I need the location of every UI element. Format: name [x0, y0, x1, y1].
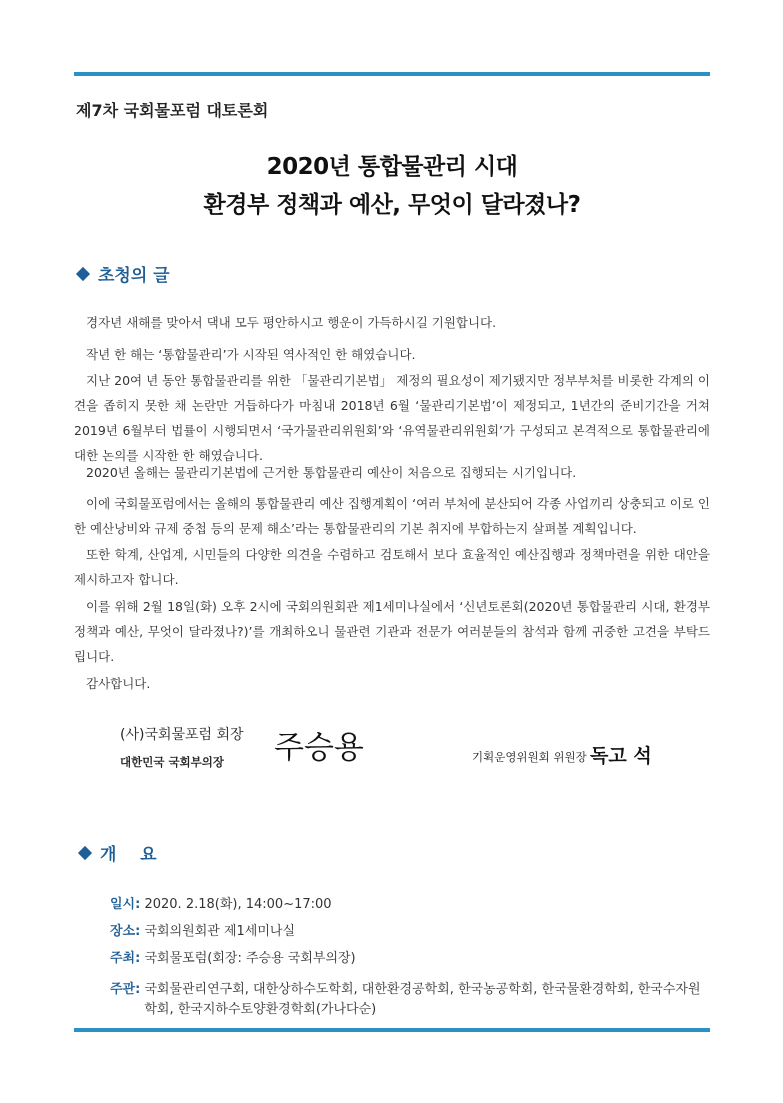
overview-date-row — [110, 895, 710, 915]
date-value: 2020. 2.18(화), 14:00~17:00 — [144, 897, 332, 912]
overview-heading-text: 개 요 — [100, 845, 157, 865]
signer-title: 대한민국 국회부의장 — [120, 755, 224, 769]
paragraph-text: 경자년 새해를 맞아서 댁내 모두 평안하시고 행운이 가득하시길 기원합니다. — [86, 315, 497, 330]
invitation-paragraph — [74, 342, 710, 367]
signer-organization: (사)국회물포럼 회장 — [120, 727, 244, 743]
organizer-value: 국회물관리연구회, 대한상하수도학회, 대한환경공학회, 한국농공학회, 한국물환경학회, 한국수자원학회, 한국지하수토양환경학회(가나다순) — [144, 982, 701, 1017]
diamond-bullet-icon — [78, 845, 92, 859]
invitation-paragraph — [74, 460, 710, 485]
invitation-paragraph — [74, 671, 710, 696]
paragraph-text: 지난 20여 년 동안 통합물관리를 위한 「물관리기본법」 제정의 필요성이 제기됐지만 정부부처를 비롯한 각계의 이견을 좁히지 못한 채 논란만 거듭하다가 마침내 2018년 6월 ‘물관리기본법’이 제정되고, 1년간의 준비기간을 거쳐 2019년 6월부터 법률이 시행되면서 ‘국가물관리위원회’와 ‘유역물관리위원회’가 구성되고 본격적으로 통합물관리에 대한 논의를 시작한 한 해였습니다. — [74, 373, 710, 463]
page-title-line1: 2020년 통합물관리 시대 — [266, 154, 518, 180]
host-label: 주최: — [110, 951, 141, 966]
invitation-paragraph — [74, 491, 710, 541]
signer-name-right: 독고 석 — [590, 745, 652, 767]
invitation-paragraph — [74, 542, 710, 592]
paragraph-text: 또한 학계, 산업계, 시민들의 다양한 의견을 수렴하고 검토해서 보다 효율적인 예산집행과 정책마련을 위한 대안을 제시하고자 합니다. — [74, 547, 710, 587]
page-title-line2: 환경부 정책과 예산, 무엇이 달라졌나? — [203, 192, 581, 218]
paragraph-text: 작년 한 해는 ‘통합물관리’가 시작된 역사적인 한 해였습니다. — [86, 347, 416, 362]
date-label: 일시: — [110, 897, 141, 912]
venue-value: 국회의원회관 제1세미나실 — [144, 924, 296, 939]
invitation-paragraph — [74, 368, 710, 468]
bottom-divider — [74, 1028, 710, 1032]
signer-role-right: 기획운영위원회 위원장 — [472, 750, 587, 764]
host-value: 국회물포럼(회장: 주승용 국회부의장) — [144, 951, 356, 966]
diamond-bullet-icon — [76, 266, 90, 280]
paragraph-text: 이에 국회물포럼에서는 올해의 통합물관리 예산 집행계획이 ‘여러 부처에 분산되어 각종 사업끼리 상충되고 이로 인한 예산낭비와 규제 중첩 등의 문제 해소’라는 통합물관리의 기본 취지에 부합하는지 살펴볼 계획입니다. — [74, 496, 710, 536]
invitation-paragraph — [74, 310, 710, 335]
invitation-heading — [78, 261, 170, 286]
overview-venue-row — [110, 922, 710, 942]
event-series-label: 제7차 국회물포럼 대토론회 — [76, 101, 269, 120]
invitation-heading-text: 초청의 글 — [98, 266, 170, 286]
paragraph-text: 이를 위해 2월 18일(화) 오후 2시에 국회의원회관 제1세미나실에서 ‘신년토론회(2020년 통합물관리 시대, 환경부 정책과 예산, 무엇이 달라졌나?)’를 개최하오니 물관련 기관과 전문가 여러분들의 참석과 함께 귀중한 고견을 부탁드립니다. — [74, 599, 710, 664]
invitation-paragraph — [74, 594, 710, 669]
signature-block-left — [120, 724, 244, 770]
overview-organizer-row — [110, 980, 710, 1020]
top-divider — [74, 72, 710, 76]
organizer-label: 주관: — [110, 982, 141, 997]
venue-label: 장소: — [110, 924, 141, 939]
overview-heading — [80, 840, 157, 865]
overview-host-row — [110, 949, 710, 969]
paragraph-text: 2020년 올해는 물관리기본법에 근거한 통합물관리 예산이 처음으로 집행되는 시기입니다. — [86, 465, 577, 480]
signer-name-left: 주승용 — [274, 730, 364, 766]
paragraph-text: 감사합니다. — [86, 676, 151, 691]
